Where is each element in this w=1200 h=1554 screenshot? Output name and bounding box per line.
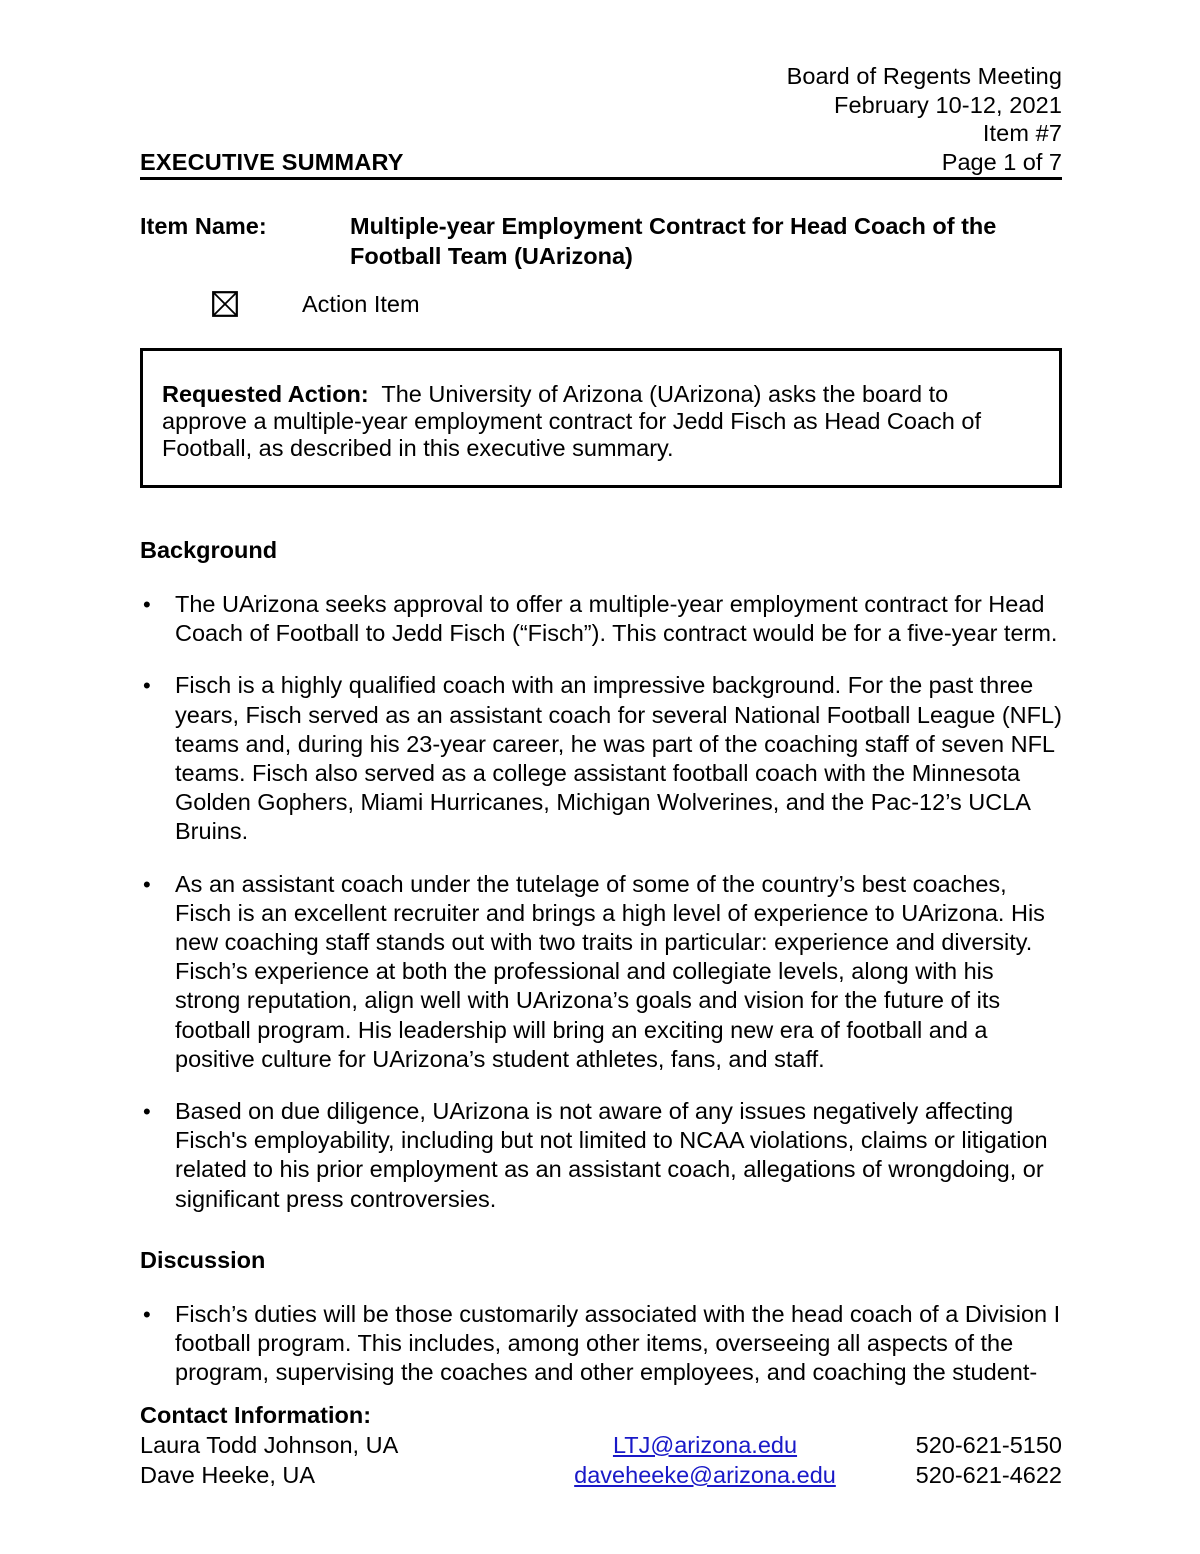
contact-email-cell [520,1460,890,1490]
requested-action-box [140,348,1062,488]
contact-information-title: Contact Information: [140,1402,372,1428]
meeting-name: Board of Regents Meeting [786,63,1062,89]
section-heading-background: Background [140,537,278,563]
discussion-bullet-list [140,1300,1065,1388]
item-name-row [140,211,1070,271]
list-item: • The UArizona seeks approval to offer a multiple-year employment contract for Head Coach of Football to Jedd Fisch (“Fisch”). This contract would be for a five-year term. [140,590,1065,648]
list-item: • As an assistant coach under the tutelage of some of the country’s best coaches, Fisch is an excellent recruiter and brings a high level of experience to UArizona. His new coaching staff stands out with two traits in particular: experience and diversity. Fisch’s experience at both the professional and collegiate levels, along with his strong reputation, align well with UArizona’s goals and vision for the future of its football program. His leadership will bring an exciting new era of football and a positive culture for UArizona’s student athletes, fans, and staff. [140,870,1065,1074]
requested-action-text-wrapper [162,381,1037,462]
document-header [140,62,1062,176]
item-name-block [140,211,1070,271]
email-link[interactable]: daveheeke@arizona.edu [574,1462,836,1488]
contact-information-block [140,1400,1062,1490]
list-item: • Based on due diligence, UArizona is not aware of any issues negatively affecting Fisch's employability, including but not limited to NCAA violations, claims or litigation related to his prior employment as an assistant coach, allegations of wrongdoing, or significant press controversies. [140,1097,1065,1214]
contact-phone: 520-621-4622 [915,1462,1062,1488]
contact-name: Dave Heeke, UA [140,1462,316,1488]
email-link[interactable]: LTJ@arizona.edu [612,1432,798,1458]
header-meeting-info [140,62,1062,148]
header-title-row [140,148,1062,177]
contact-phone: 520-621-5150 [915,1432,1062,1458]
contact-name: Laura Todd Johnson, UA [140,1432,399,1458]
background-bullet-list [140,590,1065,1214]
contact-row [140,1430,1062,1460]
requested-action-text: The University of Arizona (UArizona) asks the board to approve a multiple-year employment contract for Jedd Fisch as Head Coach of Football, as described in this executive summary. [162,381,981,461]
document-type-title: EXECUTIVE SUMMARY [140,148,404,175]
page-number: Page 1 of 7 [941,148,1062,175]
meeting-dates: February 10-12, 2021 [833,91,1062,118]
checked-checkbox-icon[interactable] [212,291,238,317]
item-name-value: Multiple-year Employment Contract for Head Coach of the Football Team (UArizona) [350,213,997,269]
list-item: • Fisch is a highly qualified coach with an impressive background. For the past three years, Fisch served as an assistant coach for several National Football League (NFL) teams and, during his 23-year career, he was part of the coaching staff of seven NFL teams. Fisch also served as a college assistant football coach with the Minnesota Golden Gophers, Miami Hurricanes, Michigan Wolverines, and the Pac-12’s UCLA Bruins. [140,671,1065,846]
requested-action-label: Requested Action: [162,381,369,407]
action-item-label: Action Item [302,291,420,317]
contact-row [140,1460,1062,1490]
section-heading-discussion: Discussion [140,1247,266,1273]
item-name-label: Item Name: [140,213,267,239]
item-number: Item #7 [982,120,1062,146]
header-divider [140,177,1062,180]
list-item: • Fisch’s duties will be those customarily associated with the head coach of a Division I football program. This includes, among other items, overseeing all aspects of the program, supervising the coaches and other employees, and coaching the student- [140,1300,1065,1388]
contact-email-cell [520,1430,890,1460]
action-item-row[interactable] [212,290,420,318]
